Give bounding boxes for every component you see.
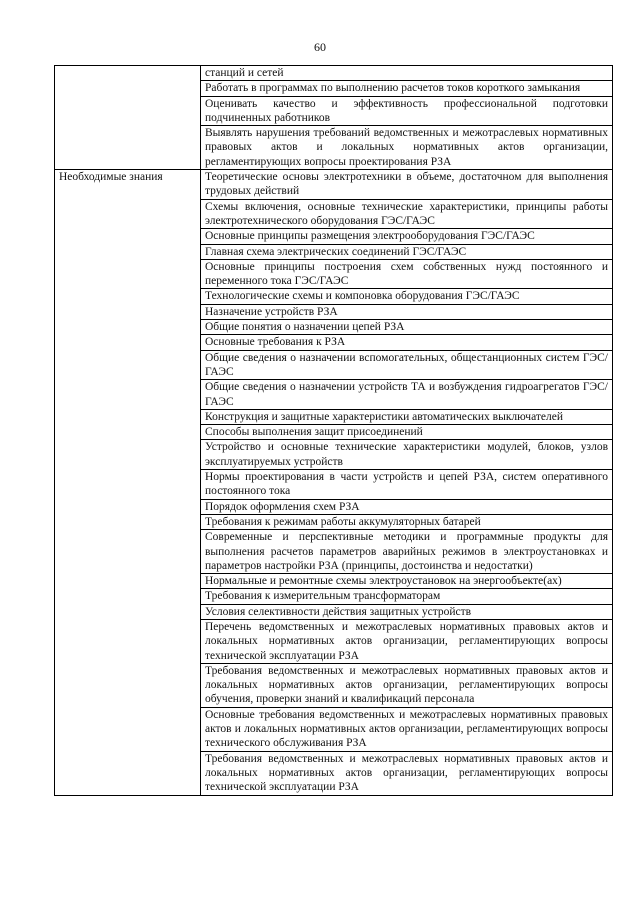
requirement-cell (201, 440, 613, 470)
requirement-text: Схемы включения, основные технические характеристики, принципы работы электротехнического оборудования ГЭС/ГАЭС (205, 200, 608, 227)
requirement-cell (201, 425, 613, 440)
requirement-text: станций и сетей (205, 67, 284, 79)
requirement-cell (201, 499, 613, 514)
requirement-text: Назначение устройств РЗА (205, 305, 338, 318)
requirement-cell (201, 289, 613, 304)
requirement-text: Выявлять нарушения требований ведомственных и межотраслевых нормативных правовых актов и локальных нормативных актов организации, регламентирующих вопросы проектирования РЗА (205, 127, 608, 168)
requirement-text: Способы выполнения защит присоединений (205, 426, 423, 439)
requirement-cell (201, 409, 613, 424)
requirement-text: Условия селективности действия защитных устройств (205, 605, 472, 618)
requirement-cell (201, 96, 613, 126)
row-label-cell-empty (55, 66, 201, 170)
requirement-text: Технологические схемы и компоновка оборудования ГЭС/ГАЭС (205, 290, 520, 303)
requirement-text: Основные принципы построения схем собственных нужд постоянного и переменного тока ГЭС/ГАЭС (205, 260, 608, 288)
requirement-cell (201, 530, 613, 574)
requirement-cell (201, 304, 613, 319)
requirement-cell (201, 170, 613, 200)
requirement-text: Устройство и основные технические характеристики модулей, блоков, узлов эксплуатируемых устройств (205, 441, 608, 468)
requirement-cell (201, 380, 613, 410)
requirement-text: Работать в программах по выполнению расчетов токов короткого замыкания (205, 82, 581, 95)
requirement-text: Теоретические основы электротехники в объеме, достаточном для выполнения трудовых действий (205, 171, 608, 198)
requirement-cell (201, 663, 613, 707)
requirement-text: Требования ведомственных и межотраслевых нормативных правовых актов и локальных нормативных актов организации, регламентирующих вопросы обучения, проверки знаний и квалификаций персонала (205, 664, 608, 706)
requirement-text: Общие сведения о назначении вспомогательных, общестанционных систем ГЭС/ГАЭС (205, 351, 608, 378)
requirement-cell (201, 619, 613, 663)
requirement-text: Основные требования ведомственных и межотраслевых нормативных правовых актов и локальных нормативных актов организации, регламентирующих вопросы технического обслуживания РЗА (205, 708, 608, 750)
table-body (55, 66, 613, 796)
requirement-cell (201, 199, 613, 229)
requirement-text: Главная схема электрических соединений ГЭС/ГАЭС (205, 245, 467, 258)
table-row (55, 66, 613, 81)
requirement-text: Основные требования к РЗА (205, 336, 346, 349)
requirement-text: Требования к измерительным трансформаторам (205, 590, 441, 603)
requirement-cell (201, 244, 613, 259)
requirement-cell (201, 751, 613, 795)
requirement-cell (201, 81, 613, 96)
table-row (55, 170, 613, 200)
requirement-text: Конструкция и защитные характеристики автоматических выключателей (205, 410, 564, 423)
requirement-cell (201, 350, 613, 380)
requirement-cell (201, 66, 613, 81)
requirement-text: Общие понятия о назначении цепей РЗА (205, 321, 405, 334)
requirement-cell (201, 470, 613, 500)
requirement-cell (201, 259, 613, 289)
requirement-cell (201, 126, 613, 170)
requirement-text: Оценивать качество и эффективность профессиональной подготовки подчиненных работников (205, 97, 608, 124)
requirement-cell (201, 320, 613, 335)
requirement-text: Порядок оформления схем РЗА (205, 500, 360, 513)
row-label: Необходимые знания (59, 171, 163, 184)
requirement-cell (201, 589, 613, 604)
requirement-cell (201, 707, 613, 751)
requirement-text: Требования ведомственных и межотраслевых нормативных правовых актов и локальных нормативных актов организации, регламентирующих вопросы технической эксплуатации РЗА (205, 752, 608, 794)
requirement-cell (201, 604, 613, 619)
requirement-text: Нормы проектирования в части устройств и цепей РЗА, систем оперативного постоянного тока (205, 471, 608, 498)
requirement-text: Нормальные и ремонтные схемы электроустановок на энергообъекте(ах) (205, 575, 562, 588)
requirement-text: Основные принципы размещения электрооборудования ГЭС/ГАЭС (205, 230, 535, 243)
page-number: 60 (314, 40, 326, 54)
requirement-text: Перечень ведомственных и межотраслевых нормативных правовых актов и локальных нормативных актов организации, регламентирующих вопросы технической эксплуатации РЗА (205, 620, 608, 662)
requirement-cell (201, 335, 613, 350)
requirement-cell (201, 514, 613, 529)
requirement-cell (201, 229, 613, 244)
requirement-cell (201, 574, 613, 589)
requirement-text: Общие сведения о назначении устройств ТА и возбуждения гидроагрегатов ГЭС/ГАЭС (205, 381, 608, 408)
requirement-text: Требования к режимам работы аккумуляторных батарей (205, 515, 481, 528)
competency-table (54, 65, 613, 796)
row-label-cell (55, 170, 201, 795)
requirement-text: Современные и перспективные методики и программные продукты для выполнения расчетов параметров аварийных режимов в электроустановках и параметров настройки РЗА (принципы, достоинства и недостатки) (205, 531, 608, 572)
